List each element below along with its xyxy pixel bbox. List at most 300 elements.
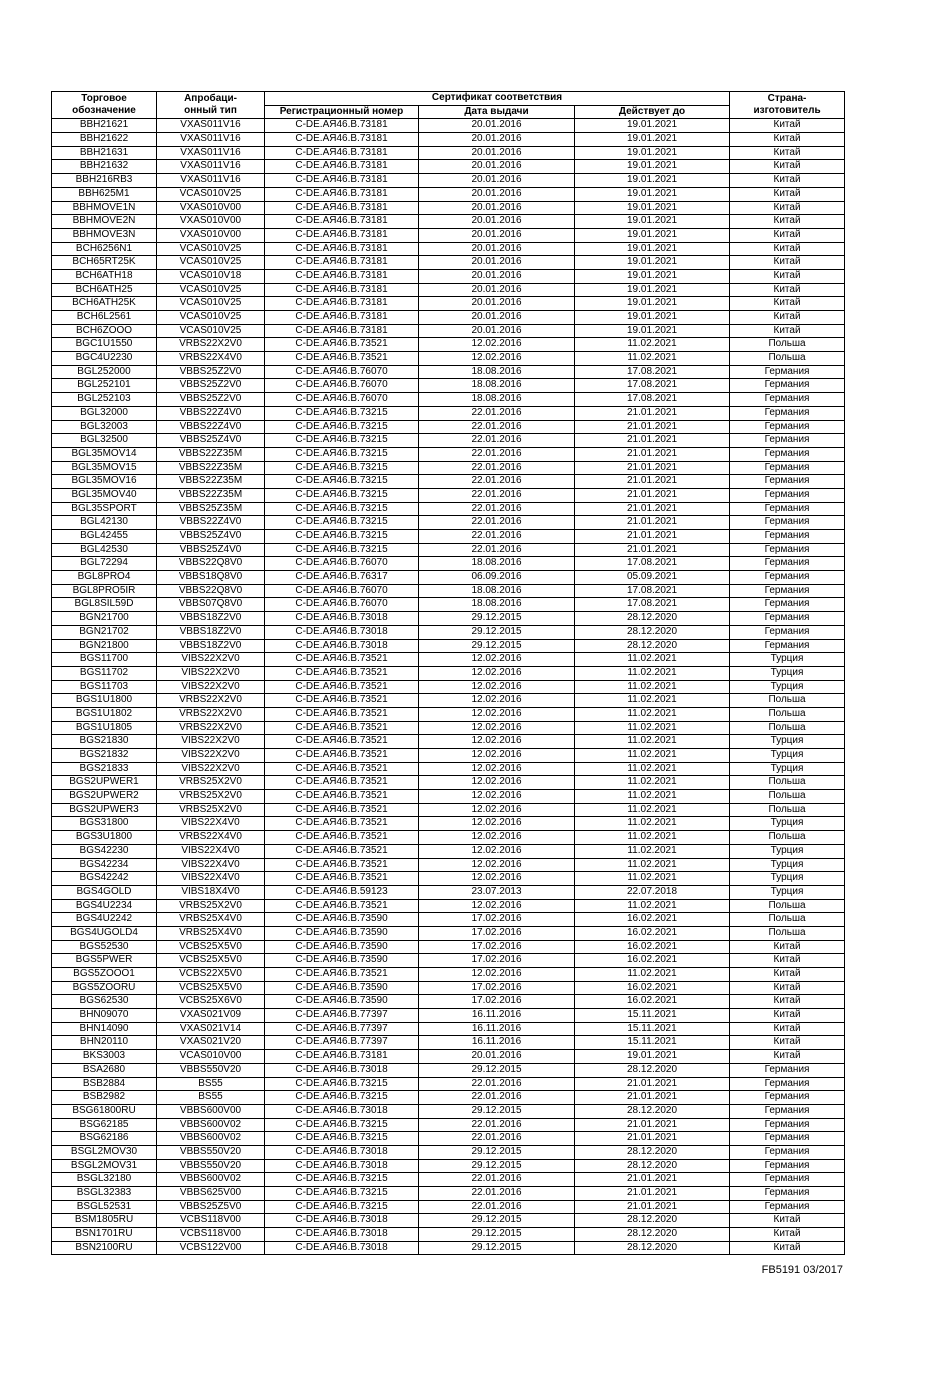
- cell-country: Китай: [730, 160, 845, 174]
- cell-trade-name: BGC4U2230: [52, 352, 157, 366]
- cell-country: Китай: [730, 324, 845, 338]
- cell-approval-type: VRBS25X2V0: [157, 790, 265, 804]
- cell-reg-number: C-DE.AЯ46.B.73215: [265, 488, 419, 502]
- cell-trade-name: BBH625M1: [52, 187, 157, 201]
- cell-trade-name: BGS11702: [52, 666, 157, 680]
- cell-valid-until: 19.01.2021: [575, 256, 730, 270]
- cell-approval-type: VXAS021V20: [157, 1036, 265, 1050]
- cell-approval-type: VXAS011V16: [157, 146, 265, 160]
- table-row: [52, 365, 845, 379]
- table-row: [52, 995, 845, 1009]
- cell-valid-until: 21.01.2021: [575, 475, 730, 489]
- cell-trade-name: BSN1701RU: [52, 1228, 157, 1242]
- cell-reg-number: C-DE.AЯ46.B.73181: [265, 174, 419, 188]
- cell-country: Китай: [730, 311, 845, 325]
- cell-valid-until: 17.08.2021: [575, 365, 730, 379]
- cell-approval-type: VXAS011V16: [157, 119, 265, 133]
- table-row: [52, 653, 845, 667]
- cell-reg-number: C-DE.AЯ46.B.73521: [265, 968, 419, 982]
- cell-reg-number: C-DE.AЯ46.B.73181: [265, 283, 419, 297]
- cell-country: Польша: [730, 707, 845, 721]
- cell-valid-until: 28.12.2020: [575, 612, 730, 626]
- cell-country: Китай: [730, 1036, 845, 1050]
- cell-issue-date: 22.01.2016: [419, 1200, 575, 1214]
- cell-issue-date: 12.02.2016: [419, 831, 575, 845]
- cell-reg-number: C-DE.AЯ46.B.73521: [265, 680, 419, 694]
- cell-approval-type: VCBS122V00: [157, 1241, 265, 1255]
- cell-valid-until: 11.02.2021: [575, 858, 730, 872]
- cell-approval-type: VBBS18Q8V0: [157, 571, 265, 585]
- table-row: [52, 1241, 845, 1255]
- cell-reg-number: C-DE.AЯ46.B.77397: [265, 1036, 419, 1050]
- cell-trade-name: BSG62185: [52, 1118, 157, 1132]
- cell-issue-date: 29.12.2015: [419, 625, 575, 639]
- cell-reg-number: C-DE.AЯ46.B.73521: [265, 872, 419, 886]
- table-row: [52, 612, 845, 626]
- table-row: [52, 269, 845, 283]
- cell-valid-until: 28.12.2020: [575, 1241, 730, 1255]
- cell-trade-name: BKS3003: [52, 1050, 157, 1064]
- cell-approval-type: VIBS22X4V0: [157, 872, 265, 886]
- cell-approval-type: VBBS22Z4V0: [157, 420, 265, 434]
- cell-trade-name: BSGL2MOV30: [52, 1145, 157, 1159]
- cell-issue-date: 29.12.2015: [419, 1104, 575, 1118]
- table-row: [52, 981, 845, 995]
- cell-approval-type: VBBS22Q8V0: [157, 557, 265, 571]
- cell-trade-name: BGL32500: [52, 434, 157, 448]
- cell-valid-until: 28.12.2020: [575, 1228, 730, 1242]
- cell-reg-number: C-DE.AЯ46.B.73521: [265, 352, 419, 366]
- cell-reg-number: C-DE.AЯ46.B.73018: [265, 1241, 419, 1255]
- cell-trade-name: BGS1U1800: [52, 694, 157, 708]
- cell-approval-type: VBBS550V20: [157, 1159, 265, 1173]
- cell-valid-until: 22.07.2018: [575, 885, 730, 899]
- cell-trade-name: BCH6L2561: [52, 311, 157, 325]
- table-row: [52, 475, 845, 489]
- cell-reg-number: C-DE.AЯ46.B.73018: [265, 1063, 419, 1077]
- cell-reg-number: C-DE.AЯ46.B.73181: [265, 119, 419, 133]
- cell-country: Германия: [730, 1187, 845, 1201]
- cell-trade-name: BGL35MOV15: [52, 461, 157, 475]
- cell-approval-type: VBBS25Z2V0: [157, 393, 265, 407]
- certificate-table: [51, 91, 845, 1255]
- cell-approval-type: VCAS010V25: [157, 297, 265, 311]
- cell-reg-number: C-DE.AЯ46.B.73521: [265, 762, 419, 776]
- cell-approval-type: VRBS25X2V0: [157, 899, 265, 913]
- cell-reg-number: C-DE.AЯ46.B.73521: [265, 735, 419, 749]
- cell-issue-date: 12.02.2016: [419, 899, 575, 913]
- cell-trade-name: BBH21632: [52, 160, 157, 174]
- cell-reg-number: C-DE.AЯ46.B.73521: [265, 817, 419, 831]
- cell-issue-date: 17.02.2016: [419, 926, 575, 940]
- cell-valid-until: 19.01.2021: [575, 187, 730, 201]
- header-approval-line2: онный тип: [184, 105, 237, 117]
- cell-issue-date: 18.08.2016: [419, 365, 575, 379]
- cell-approval-type: VIBS18X4V0: [157, 885, 265, 899]
- cell-issue-date: 20.01.2016: [419, 119, 575, 133]
- cell-approval-type: VIBS22X4V0: [157, 858, 265, 872]
- cell-valid-until: 19.01.2021: [575, 1050, 730, 1064]
- cell-reg-number: C-DE.AЯ46.B.73521: [265, 666, 419, 680]
- table-row: [52, 488, 845, 502]
- table-row: [52, 1022, 845, 1036]
- table-row: [52, 543, 845, 557]
- cell-valid-until: 21.01.2021: [575, 516, 730, 530]
- cell-issue-date: 29.12.2015: [419, 1241, 575, 1255]
- cell-reg-number: C-DE.AЯ46.B.73521: [265, 803, 419, 817]
- cell-trade-name: BSGL52531: [52, 1200, 157, 1214]
- header-trade-name: [52, 92, 157, 119]
- cell-country: Китай: [730, 215, 845, 229]
- cell-reg-number: C-DE.AЯ46.B.76070: [265, 393, 419, 407]
- cell-issue-date: 16.11.2016: [419, 1036, 575, 1050]
- header-trade-name-line2: обозначение: [72, 105, 136, 117]
- cell-country: Китай: [730, 133, 845, 147]
- cell-trade-name: BGN21700: [52, 612, 157, 626]
- document-code: FB5191 03/2017: [761, 1264, 843, 1276]
- cell-reg-number: C-DE.AЯ46.B.73181: [265, 256, 419, 270]
- cell-country: Китай: [730, 1022, 845, 1036]
- table-row: [52, 256, 845, 270]
- cell-trade-name: BHN20110: [52, 1036, 157, 1050]
- cell-issue-date: 29.12.2015: [419, 1159, 575, 1173]
- header-row-1: [52, 92, 845, 106]
- cell-reg-number: C-DE.AЯ46.B.73181: [265, 324, 419, 338]
- table-row: [52, 1200, 845, 1214]
- cell-approval-type: VCAS010V18: [157, 269, 265, 283]
- header-valid-until: Действует до: [575, 105, 730, 119]
- cell-approval-type: VIBS22X2V0: [157, 749, 265, 763]
- cell-trade-name: BSA2680: [52, 1063, 157, 1077]
- cell-reg-number: C-DE.AЯ46.B.73521: [265, 721, 419, 735]
- cell-approval-type: VBBS550V20: [157, 1145, 265, 1159]
- cell-issue-date: 12.02.2016: [419, 968, 575, 982]
- cell-issue-date: 17.02.2016: [419, 981, 575, 995]
- cell-approval-type: VBBS22Z35M: [157, 447, 265, 461]
- cell-approval-type: VIBS22X2V0: [157, 653, 265, 667]
- cell-trade-name: BCH6ATH25K: [52, 297, 157, 311]
- cell-country: Китай: [730, 201, 845, 215]
- cell-trade-name: BSB2884: [52, 1077, 157, 1091]
- table-row: [52, 968, 845, 982]
- cell-approval-type: VRBS25X4V0: [157, 913, 265, 927]
- header-approval-line1: Апробаци-: [184, 92, 237, 104]
- cell-issue-date: 20.01.2016: [419, 215, 575, 229]
- cell-valid-until: 11.02.2021: [575, 776, 730, 790]
- table-row: [52, 790, 845, 804]
- cell-trade-name: BGL32003: [52, 420, 157, 434]
- header-certificate: Сертификат соответствия: [265, 92, 730, 106]
- cell-valid-until: 11.02.2021: [575, 735, 730, 749]
- cell-approval-type: VBBS25Z2V0: [157, 379, 265, 393]
- table-row: [52, 749, 845, 763]
- cell-country: Германия: [730, 1063, 845, 1077]
- table-row: [52, 639, 845, 653]
- cell-approval-type: VBBS22Q8V0: [157, 584, 265, 598]
- table-row: [52, 762, 845, 776]
- cell-valid-until: 15.11.2021: [575, 1036, 730, 1050]
- cell-trade-name: BGS1U1802: [52, 707, 157, 721]
- table-row: [52, 379, 845, 393]
- cell-issue-date: 16.11.2016: [419, 1009, 575, 1023]
- table-row: [52, 1050, 845, 1064]
- cell-trade-name: BBH21631: [52, 146, 157, 160]
- cell-issue-date: 20.01.2016: [419, 269, 575, 283]
- cell-issue-date: 18.08.2016: [419, 557, 575, 571]
- cell-country: Германия: [730, 406, 845, 420]
- cell-country: Китай: [730, 242, 845, 256]
- cell-reg-number: C-DE.AЯ46.B.73215: [265, 1200, 419, 1214]
- cell-trade-name: BGS4U2242: [52, 913, 157, 927]
- cell-reg-number: C-DE.AЯ46.B.59123: [265, 885, 419, 899]
- cell-approval-type: VBBS25Z2V0: [157, 365, 265, 379]
- cell-country: Германия: [730, 434, 845, 448]
- cell-country: Германия: [730, 1200, 845, 1214]
- cell-country: Турция: [730, 858, 845, 872]
- cell-approval-type: VCAS010V25: [157, 283, 265, 297]
- cell-country: Польша: [730, 899, 845, 913]
- cell-reg-number: C-DE.AЯ46.B.73181: [265, 201, 419, 215]
- cell-country: Турция: [730, 666, 845, 680]
- cell-country: Китай: [730, 940, 845, 954]
- cell-reg-number: C-DE.AЯ46.B.73215: [265, 502, 419, 516]
- cell-issue-date: 22.01.2016: [419, 1091, 575, 1105]
- cell-country: Германия: [730, 461, 845, 475]
- table-row: [52, 571, 845, 585]
- cell-reg-number: C-DE.AЯ46.B.76070: [265, 365, 419, 379]
- cell-approval-type: VBBS25Z4V0: [157, 543, 265, 557]
- cell-country: Китай: [730, 228, 845, 242]
- header-approval-type: [157, 92, 265, 119]
- cell-reg-number: C-DE.AЯ46.B.73521: [265, 653, 419, 667]
- table-row: [52, 598, 845, 612]
- cell-valid-until: 17.08.2021: [575, 393, 730, 407]
- cell-country: Китай: [730, 174, 845, 188]
- cell-country: Германия: [730, 612, 845, 626]
- table-body: [52, 119, 845, 1255]
- cell-valid-until: 21.01.2021: [575, 420, 730, 434]
- cell-issue-date: 18.08.2016: [419, 379, 575, 393]
- cell-approval-type: VBBS600V02: [157, 1132, 265, 1146]
- cell-valid-until: 11.02.2021: [575, 680, 730, 694]
- cell-issue-date: 29.12.2015: [419, 639, 575, 653]
- cell-approval-type: VCBS118V00: [157, 1214, 265, 1228]
- cell-country: Китай: [730, 146, 845, 160]
- cell-issue-date: 20.01.2016: [419, 1050, 575, 1064]
- cell-valid-until: 11.02.2021: [575, 899, 730, 913]
- cell-trade-name: BBH21621: [52, 119, 157, 133]
- cell-reg-number: C-DE.AЯ46.B.73590: [265, 981, 419, 995]
- cell-valid-until: 11.02.2021: [575, 749, 730, 763]
- cell-country: Турция: [730, 872, 845, 886]
- cell-trade-name: BGS31800: [52, 817, 157, 831]
- cell-valid-until: 11.02.2021: [575, 352, 730, 366]
- cell-approval-type: VRBS22X2V0: [157, 721, 265, 735]
- cell-country: Польша: [730, 721, 845, 735]
- cell-issue-date: 20.01.2016: [419, 228, 575, 242]
- cell-country: Турция: [730, 735, 845, 749]
- cell-valid-until: 11.02.2021: [575, 666, 730, 680]
- cell-valid-until: 19.01.2021: [575, 324, 730, 338]
- cell-country: Германия: [730, 598, 845, 612]
- cell-valid-until: 19.01.2021: [575, 133, 730, 147]
- table-row: [52, 420, 845, 434]
- table-row: [52, 625, 845, 639]
- cell-country: Германия: [730, 475, 845, 489]
- cell-approval-type: VIBS22X2V0: [157, 735, 265, 749]
- cell-reg-number: C-DE.AЯ46.B.73215: [265, 530, 419, 544]
- cell-country: Китай: [730, 256, 845, 270]
- cell-country: Турция: [730, 885, 845, 899]
- cell-issue-date: 22.01.2016: [419, 447, 575, 461]
- cell-issue-date: 20.01.2016: [419, 256, 575, 270]
- header-country-line1: Страна-: [767, 92, 807, 104]
- header-trade-name-line1: Торговое: [81, 92, 127, 104]
- cell-reg-number: C-DE.AЯ46.B.73215: [265, 475, 419, 489]
- cell-trade-name: BSGL32383: [52, 1187, 157, 1201]
- cell-approval-type: VXAS011V16: [157, 133, 265, 147]
- cell-trade-name: BGS11700: [52, 653, 157, 667]
- cell-country: Германия: [730, 557, 845, 571]
- cell-approval-type: VBBS600V02: [157, 1173, 265, 1187]
- table-row: [52, 1118, 845, 1132]
- cell-reg-number: C-DE.AЯ46.B.73018: [265, 639, 419, 653]
- table-row: [52, 1091, 845, 1105]
- cell-approval-type: VXAS021V14: [157, 1022, 265, 1036]
- cell-trade-name: BSGL2MOV31: [52, 1159, 157, 1173]
- table-row: [52, 913, 845, 927]
- cell-issue-date: 12.02.2016: [419, 790, 575, 804]
- cell-trade-name: BGL35SPORT: [52, 502, 157, 516]
- cell-approval-type: BS55: [157, 1091, 265, 1105]
- cell-issue-date: 20.01.2016: [419, 311, 575, 325]
- cell-country: Германия: [730, 543, 845, 557]
- cell-trade-name: BGL8PRO5IR: [52, 584, 157, 598]
- cell-approval-type: VXAS010V00: [157, 215, 265, 229]
- table-row: [52, 557, 845, 571]
- table-row: [52, 434, 845, 448]
- cell-trade-name: BGL252000: [52, 365, 157, 379]
- cell-valid-until: 15.11.2021: [575, 1009, 730, 1023]
- cell-approval-type: VCAS010V25: [157, 256, 265, 270]
- cell-approval-type: VBBS25Z4V0: [157, 434, 265, 448]
- cell-reg-number: C-DE.AЯ46.B.76070: [265, 598, 419, 612]
- cell-trade-name: BGS3U1800: [52, 831, 157, 845]
- cell-country: Германия: [730, 393, 845, 407]
- cell-reg-number: C-DE.AЯ46.B.73215: [265, 447, 419, 461]
- table-row: [52, 1104, 845, 1118]
- cell-valid-until: 19.01.2021: [575, 174, 730, 188]
- cell-country: Польша: [730, 338, 845, 352]
- cell-valid-until: 19.01.2021: [575, 269, 730, 283]
- cell-valid-until: 11.02.2021: [575, 694, 730, 708]
- cell-trade-name: BGN21800: [52, 639, 157, 653]
- cell-approval-type: VCAS010V00: [157, 1050, 265, 1064]
- cell-trade-name: BGL42530: [52, 543, 157, 557]
- cell-trade-name: BGS11703: [52, 680, 157, 694]
- cell-country: Турция: [730, 749, 845, 763]
- cell-reg-number: C-DE.AЯ46.B.73018: [265, 612, 419, 626]
- cell-approval-type: VCBS22X5V0: [157, 968, 265, 982]
- table-row: [52, 215, 845, 229]
- cell-trade-name: BGS4UGOLD4: [52, 926, 157, 940]
- cell-approval-type: VCBS25X5V0: [157, 981, 265, 995]
- cell-issue-date: 12.02.2016: [419, 338, 575, 352]
- cell-approval-type: VBBS25Z5V0: [157, 1200, 265, 1214]
- cell-reg-number: C-DE.AЯ46.B.73181: [265, 146, 419, 160]
- cell-issue-date: 12.02.2016: [419, 694, 575, 708]
- cell-valid-until: 19.01.2021: [575, 201, 730, 215]
- cell-valid-until: 15.11.2021: [575, 1022, 730, 1036]
- cell-trade-name: BGL8PRO4: [52, 571, 157, 585]
- cell-valid-until: 19.01.2021: [575, 228, 730, 242]
- cell-trade-name: BSGL32180: [52, 1173, 157, 1187]
- cell-valid-until: 28.12.2020: [575, 639, 730, 653]
- cell-approval-type: VXAS010V00: [157, 228, 265, 242]
- table-row: [52, 1228, 845, 1242]
- cell-country: Китай: [730, 1241, 845, 1255]
- cell-reg-number: C-DE.AЯ46.B.73521: [265, 899, 419, 913]
- cell-issue-date: 18.08.2016: [419, 598, 575, 612]
- table-row: [52, 338, 845, 352]
- cell-issue-date: 12.02.2016: [419, 803, 575, 817]
- cell-country: Германия: [730, 447, 845, 461]
- cell-valid-until: 28.12.2020: [575, 1145, 730, 1159]
- cell-valid-until: 28.12.2020: [575, 1214, 730, 1228]
- cell-trade-name: BGC1U1550: [52, 338, 157, 352]
- cell-valid-until: 11.02.2021: [575, 831, 730, 845]
- cell-issue-date: 29.12.2015: [419, 1228, 575, 1242]
- table-row: [52, 1009, 845, 1023]
- cell-trade-name: BGS21830: [52, 735, 157, 749]
- cell-valid-until: 11.02.2021: [575, 844, 730, 858]
- cell-valid-until: 19.01.2021: [575, 215, 730, 229]
- cell-trade-name: BGL42130: [52, 516, 157, 530]
- cell-trade-name: BGS52530: [52, 940, 157, 954]
- cell-valid-until: 11.02.2021: [575, 872, 730, 886]
- cell-country: Германия: [730, 502, 845, 516]
- table-row: [52, 1132, 845, 1146]
- cell-country: Китай: [730, 954, 845, 968]
- cell-trade-name: BGS62530: [52, 995, 157, 1009]
- cell-country: Польша: [730, 352, 845, 366]
- cell-country: Турция: [730, 762, 845, 776]
- cell-reg-number: C-DE.AЯ46.B.73590: [265, 926, 419, 940]
- cell-approval-type: VCAS010V25: [157, 311, 265, 325]
- table-row: [52, 530, 845, 544]
- table-row: [52, 899, 845, 913]
- cell-approval-type: VBBS550V20: [157, 1063, 265, 1077]
- cell-trade-name: BGL252103: [52, 393, 157, 407]
- cell-valid-until: 05.09.2021: [575, 571, 730, 585]
- cell-reg-number: C-DE.AЯ46.B.73215: [265, 516, 419, 530]
- cell-country: Германия: [730, 1132, 845, 1146]
- cell-reg-number: C-DE.AЯ46.B.73521: [265, 831, 419, 845]
- cell-approval-type: VRBS25X4V0: [157, 926, 265, 940]
- cell-approval-type: VBBS22Z35M: [157, 488, 265, 502]
- cell-issue-date: 22.01.2016: [419, 516, 575, 530]
- cell-trade-name: BHN09070: [52, 1009, 157, 1023]
- cell-approval-type: VIBS22X4V0: [157, 844, 265, 858]
- cell-reg-number: C-DE.AЯ46.B.73521: [265, 338, 419, 352]
- cell-issue-date: 22.01.2016: [419, 1173, 575, 1187]
- cell-valid-until: 21.01.2021: [575, 1077, 730, 1091]
- cell-reg-number: C-DE.AЯ46.B.73018: [265, 1214, 419, 1228]
- cell-trade-name: BGN21702: [52, 625, 157, 639]
- cell-country: Германия: [730, 1173, 845, 1187]
- cell-issue-date: 20.01.2016: [419, 201, 575, 215]
- cell-approval-type: VBBS22Z4V0: [157, 516, 265, 530]
